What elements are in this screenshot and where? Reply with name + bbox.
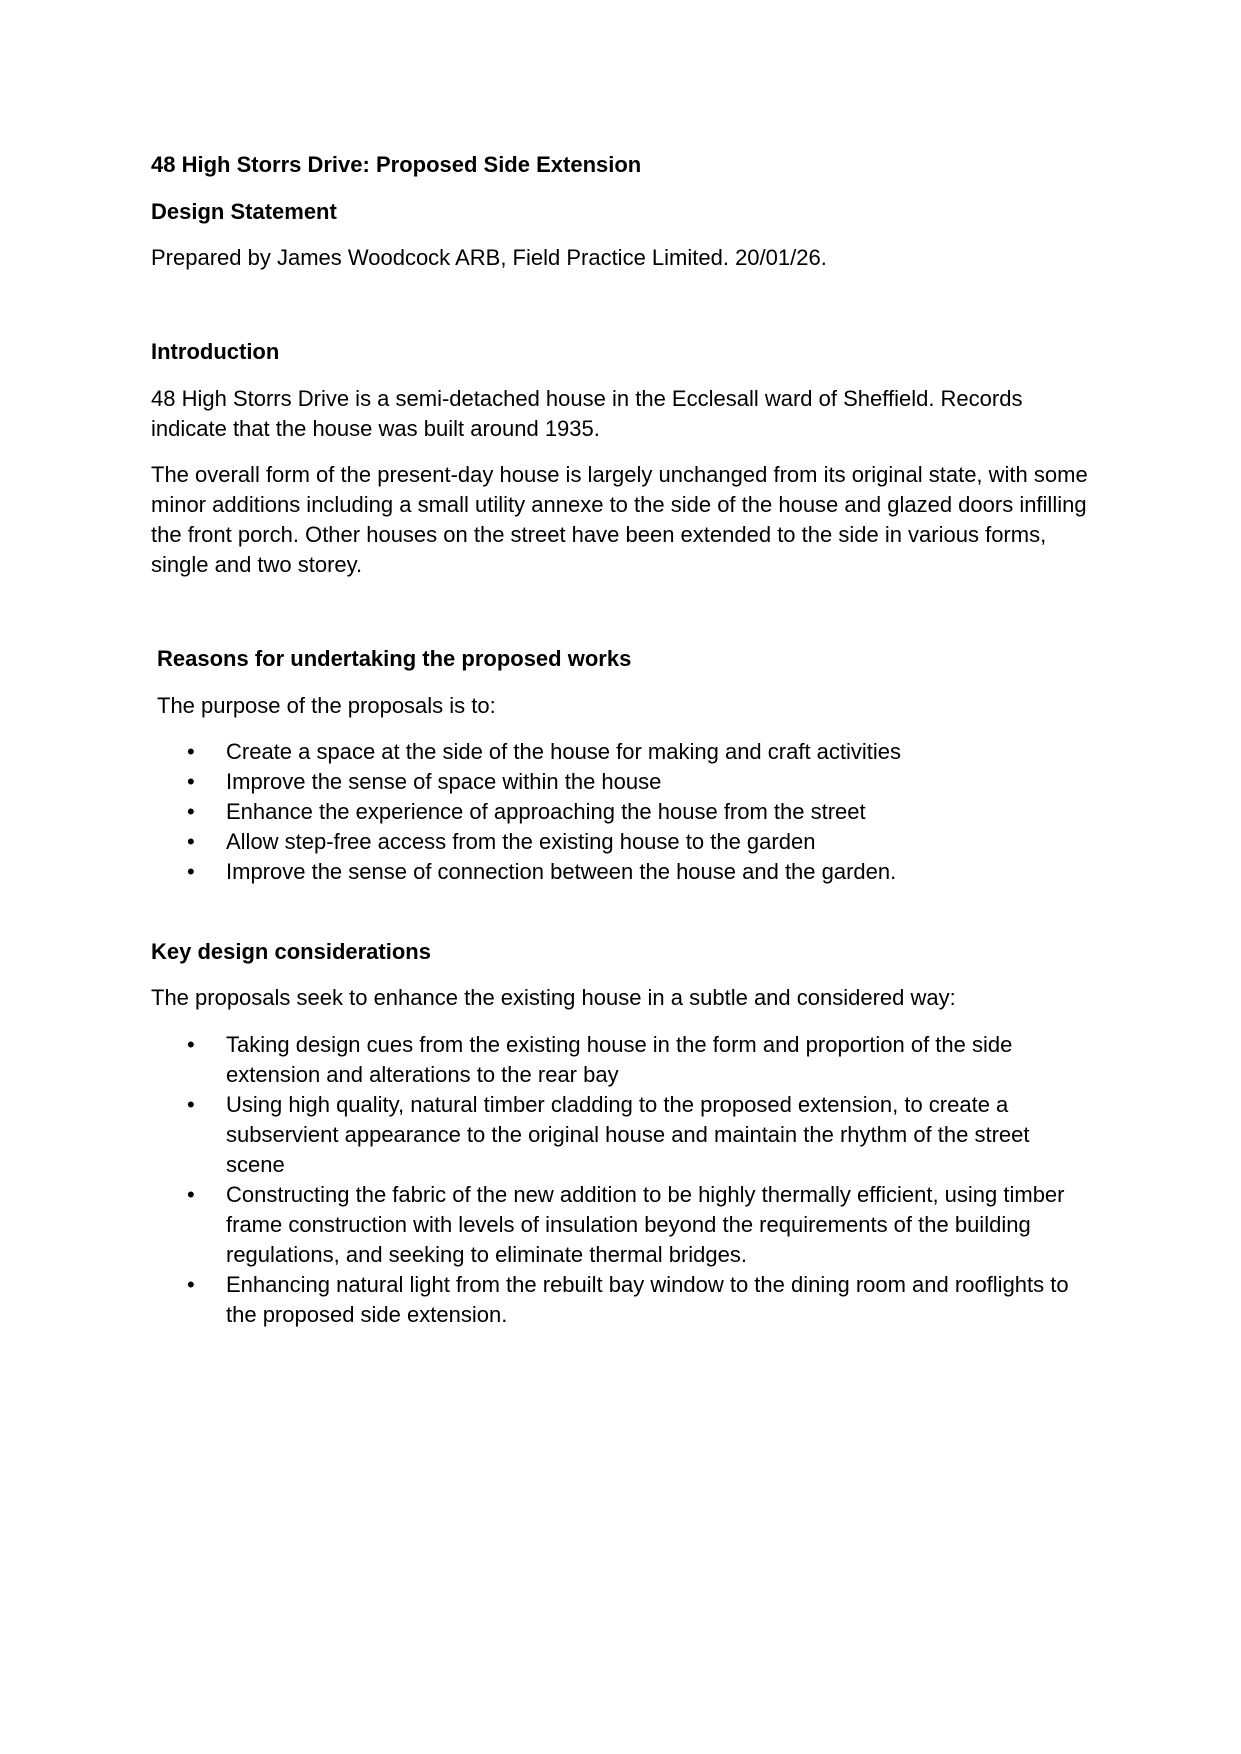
considerations-heading: Key design considerations (151, 939, 431, 964)
reasons-heading: Reasons for undertaking the proposed works (157, 646, 632, 671)
list-item: • Allow step-free access from the existing house to the garden (151, 827, 1091, 857)
considerations-list (151, 1030, 1091, 1330)
list-item: • Improve the sense of space within the house (151, 767, 1091, 797)
reasons-intro: The purpose of the proposals is to: (157, 693, 496, 718)
reasons-list (151, 737, 1091, 887)
introduction-heading: Introduction (151, 339, 280, 364)
list-item: • Taking design cues from the existing house in the form and proportion of the side extension and alterations to the rear bay (151, 1030, 1091, 1090)
list-item: • Constructing the fabric of the new addition to be highly thermally efficient, using timber frame construction with levels of insulation beyond the requirements of the building regulations, and seeking to eliminate thermal bridges. (151, 1180, 1091, 1270)
document-subtitle: Design Statement (151, 199, 337, 224)
considerations-intro: The proposals seek to enhance the existing house in a subtle and considered way: (151, 985, 956, 1010)
prepared-by-line: Prepared by James Woodcock ARB, Field Practice Limited. 20/01/26. (151, 245, 827, 270)
list-item: • Enhance the experience of approaching the house from the street (151, 797, 1091, 827)
list-item: • Create a space at the side of the house for making and craft activities (151, 737, 1091, 767)
introduction-paragraph-2: The overall form of the present-day house is largely unchanged from its original state, with some minor additions including a small utility annexe to the side of the house and glazed doors infilling the front porch. Other houses on the street have been extended to the side in various forms, single and two storey. (151, 462, 1088, 577)
document-title: 48 High Storrs Drive: Proposed Side Extension (151, 152, 642, 177)
list-item: • Using high quality, natural timber cladding to the proposed extension, to create a subservient appearance to the original house and maintain the rhythm of the street scene (151, 1090, 1091, 1180)
list-item: • Enhancing natural light from the rebuilt bay window to the dining room and rooflights to the proposed side extension. (151, 1270, 1091, 1330)
list-item: • Improve the sense of connection between the house and the garden. (151, 857, 1091, 887)
introduction-paragraph-1: 48 High Storrs Drive is a semi-detached house in the Ecclesall ward of Sheffield. Records indicate that the house was built around 1935. (151, 386, 1023, 441)
